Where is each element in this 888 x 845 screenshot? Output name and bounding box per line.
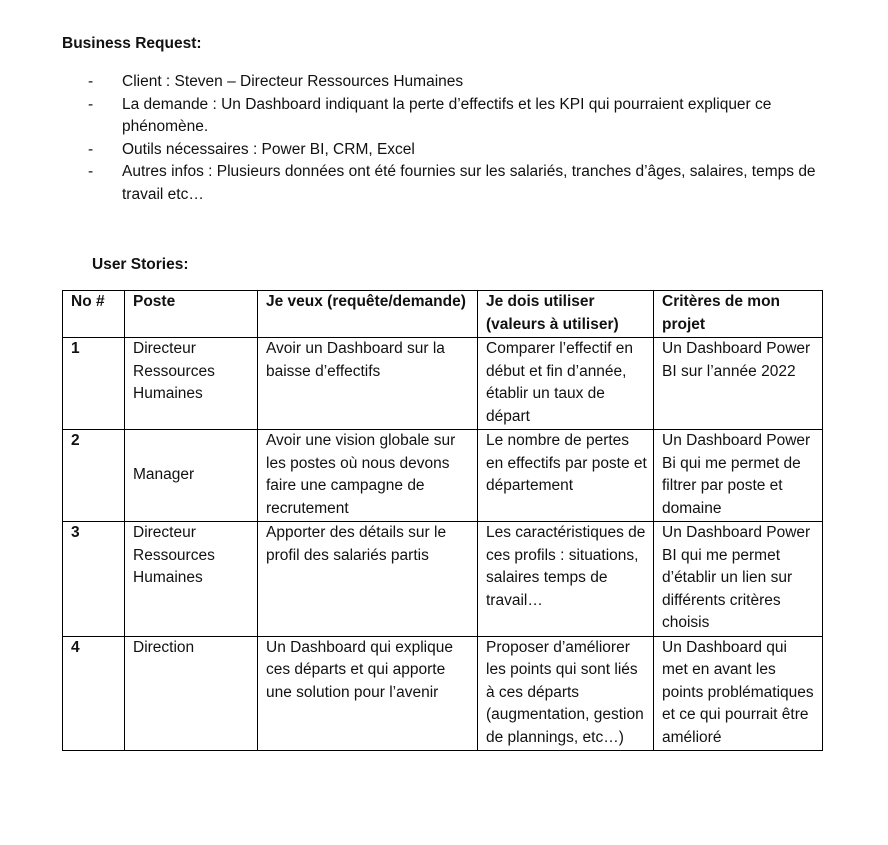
- cell-poste: Direction: [125, 636, 258, 751]
- business-request-item-text: Client : Steven – Directeur Ressources Humaines: [122, 73, 464, 90]
- cell-je-dois-utiliser: Comparer l’effectif en début et fin d’année, établir un taux de départ: [478, 338, 654, 430]
- table-row: [63, 338, 823, 430]
- user-stories-table: [62, 290, 823, 751]
- cell-no: 2: [63, 430, 125, 522]
- cell-poste: Directeur Ressources Humaines: [125, 338, 258, 430]
- cell-criteres: Un Dashboard Power Bi qui me permet de filtrer par poste et domaine: [654, 430, 823, 522]
- business-request-item-text: Autres infos : Plusieurs données ont été fournies sur les salariés, tranches d’âges, salaires, temps de travail etc…: [122, 163, 816, 203]
- cell-poste: Manager: [125, 430, 258, 522]
- cell-no: 3: [63, 522, 125, 637]
- bullet-dash: -: [88, 163, 94, 180]
- cell-je-dois-utiliser: Les caractéristiques de ces profils : situations, salaires temps de travail…: [478, 522, 654, 637]
- cell-je-dois-utiliser: Le nombre de pertes en effectifs par poste et département: [478, 430, 654, 522]
- header-no: No #: [63, 291, 125, 338]
- table-row: [63, 522, 823, 637]
- table-row: [63, 430, 823, 522]
- business-request-item-text: Outils nécessaires : Power BI, CRM, Excel: [122, 140, 415, 158]
- header-criteres: Critères de mon projet: [654, 291, 823, 338]
- cell-poste: Directeur Ressources Humaines: [125, 522, 258, 637]
- cell-no: 4: [63, 636, 125, 751]
- table-row: [63, 636, 823, 751]
- header-je-veux: Je veux (requête/demande): [258, 291, 478, 338]
- cell-je-veux: Apporter des détails sur le profil des salariés partis: [258, 522, 478, 637]
- bullet-dash: -: [88, 95, 94, 113]
- bullet-dash: -: [88, 73, 94, 90]
- business-request-title: Business Request:: [62, 35, 202, 52]
- bullet-dash: -: [88, 140, 94, 158]
- cell-criteres: Un Dashboard Power BI qui me permet d’établir un lien sur différents critères choisis: [654, 522, 823, 637]
- cell-je-veux: Un Dashboard qui explique ces départs et qui apporte une solution pour l’avenir: [258, 636, 478, 751]
- cell-je-dois-utiliser: Proposer d’améliorer les points qui sont liés à ces départs (augmentation, gestion de plannings, etc…): [478, 636, 654, 751]
- business-request-item: [88, 161, 828, 206]
- header-je-dois-utiliser: Je dois utiliser (valeurs à utiliser): [478, 291, 654, 338]
- cell-criteres: Un Dashboard qui met en avant les points problématiques et ce qui pourrait être amélioré: [654, 636, 823, 751]
- business-request-item: [88, 94, 828, 139]
- cell-no: 1: [63, 338, 125, 430]
- business-request-item: [88, 71, 828, 94]
- business-request-item-text: La demande : Un Dashboard indiquant la perte d’effectifs et les KPI qui pourraient expliquer ce phénomène.: [122, 95, 772, 135]
- business-request-item: [88, 139, 828, 162]
- cell-criteres: Un Dashboard Power BI sur l’année 2022: [654, 338, 823, 430]
- header-poste: Poste: [125, 291, 258, 338]
- user-stories-title: User Stories:: [92, 256, 189, 273]
- table-header-row: [63, 291, 823, 338]
- cell-je-veux: Avoir un Dashboard sur la baisse d’effectifs: [258, 338, 478, 430]
- cell-je-veux: Avoir une vision globale sur les postes où nous devons faire une campagne de recrutement: [258, 430, 478, 522]
- business-request-list: [88, 71, 828, 206]
